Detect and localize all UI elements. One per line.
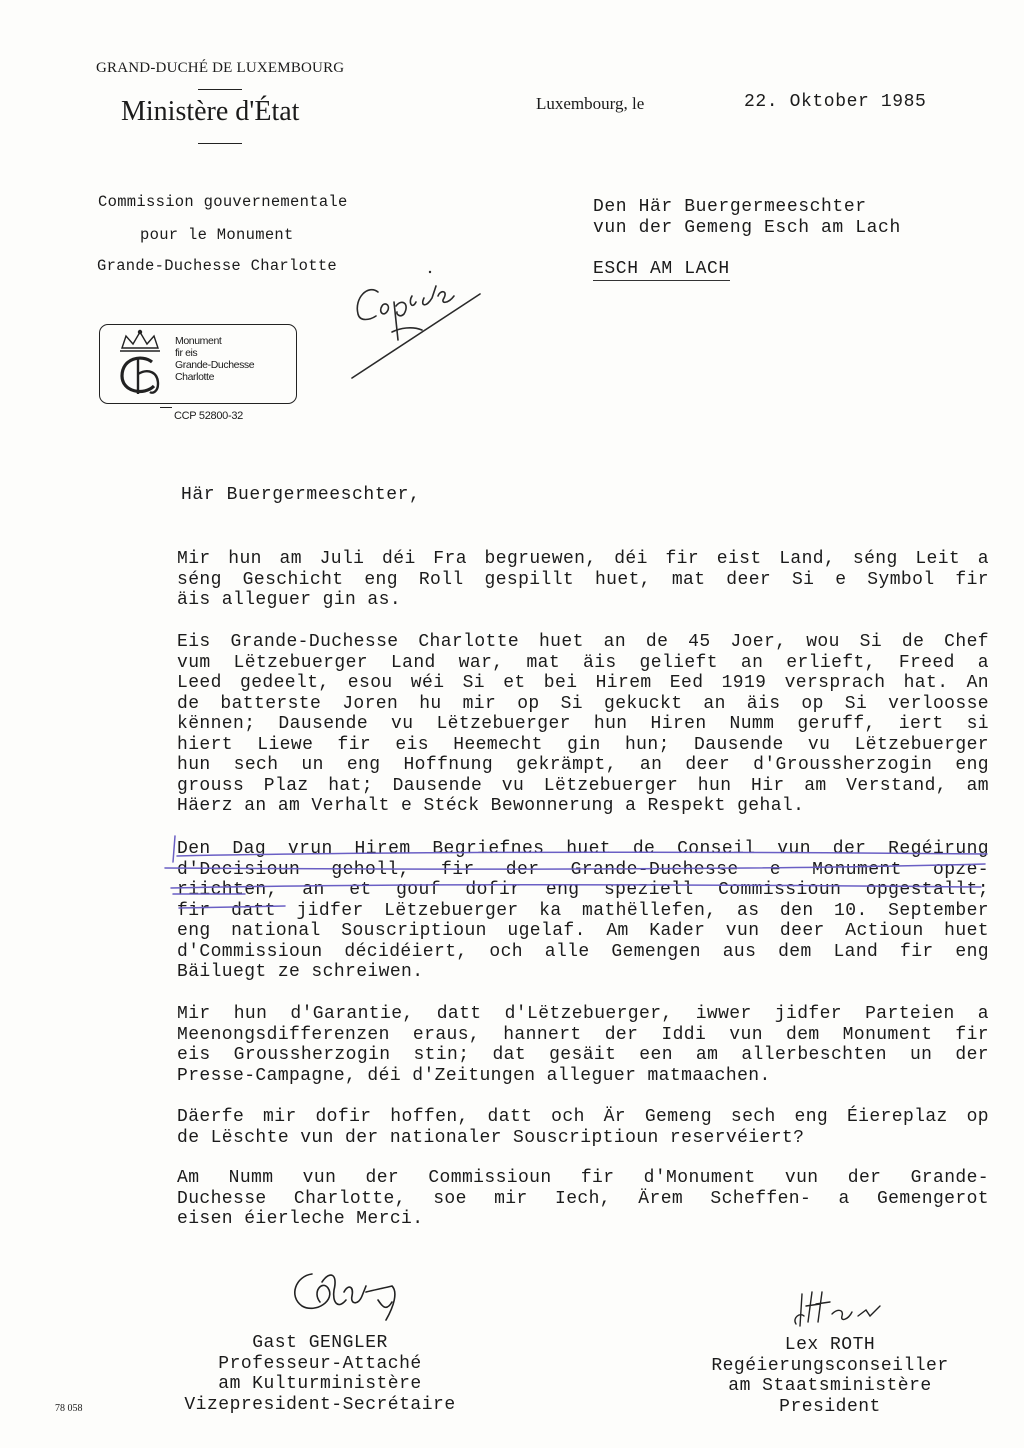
letterhead-ministry: Ministère d'État <box>121 96 300 127</box>
paragraph-line: eisen éierleche Merci. <box>177 1209 424 1229</box>
signatory-left-role-3: Vizepresident-Secrétaire <box>184 1394 456 1415</box>
paragraph-line: d'Decisioun geholl, fir der Grande-Duchesse e Monument opze- <box>177 859 989 880</box>
paragraph-line: riichten, an et gouf dofir eng speziell Commissioun opgestallt; <box>177 880 989 900</box>
signatory-right <box>680 1335 980 1417</box>
paragraph-line: äis alleguer gin as. <box>177 590 402 610</box>
stamp-line-1: Monument <box>175 335 222 347</box>
stamp-line-4: Charlotte <box>175 371 215 383</box>
stamp-ccp-rule <box>160 407 172 408</box>
sender-line-2: pour le Monument <box>140 226 294 244</box>
paragraph-line: Eis Grande-Duchesse Charlotte huet an de 45 Joer, wou Si de Chef <box>177 632 989 652</box>
paragraph-line: Mir hun am Juli déi Fra begruewen, déi fir eist Land, séng Leit a <box>177 549 989 569</box>
paragraph-line: eng national Souscriptioun ugelaf. Am Kader vun deer Actioun huet <box>177 921 989 941</box>
place-label: Luxembourg, le <box>536 94 645 113</box>
signatory-left-role-1: Professeur-Attaché <box>218 1353 422 1374</box>
paragraph-line: Den Dag vrun Hirem Begriefnes huet de Conseil vun der Regéirung <box>177 839 989 859</box>
signature-roth <box>786 1288 896 1330</box>
paragraph-line: hiert Liewe fir eis Heemecht gin hun; Dausende vu Lëtzebuerger <box>177 734 989 755</box>
paragraph-line: fir datt jidfer Lëtzebuerger ka mathëllefen, as den 10. September <box>177 900 989 921</box>
paragraph-line: Leed gedeelt, esou wéi Si et bei Hirem Eed 1919 versprach hat. An <box>177 673 989 693</box>
paragraph-line: hun sech un eng Hoffnung gekrämpt, an deer d'Groussherzogin eng <box>177 755 989 775</box>
recipient-line-2: vun der Gemeng Esch am Lach <box>593 218 901 238</box>
signatory-left <box>150 1333 490 1415</box>
letterhead-rule-top <box>198 89 242 90</box>
paragraph-line: Meenongsdifferenzen eraus, hannert der Iddi vun dem Monument fir <box>177 1024 989 1045</box>
letter-date: 22. Oktober 1985 <box>744 92 927 112</box>
body-paragraph-6 <box>177 1168 989 1230</box>
recipient-line-1: Den Här Buergermeeschter <box>593 197 867 217</box>
stamp-ccp: CCP 52800-32 <box>174 410 243 422</box>
signatory-left-role-2: am Kulturministère <box>218 1374 422 1394</box>
signatory-right-role-1: Regéierungsconseiller <box>711 1355 949 1376</box>
signatory-right-role-2: am Staatsministère <box>728 1376 932 1396</box>
paragraph-line: de batterste Joren hu mir op Si gekuckt an äis op Si verloosse <box>177 693 989 714</box>
handwritten-copie-note <box>340 262 500 382</box>
letterhead-rule-bottom <box>198 143 242 144</box>
salutation: Här Buergermeeschter, <box>181 485 421 505</box>
paragraph-line: Presse-Campagne, déi d'Zeitungen alleguer matmaachen. <box>177 1065 771 1086</box>
body-paragraph-2 <box>177 632 989 817</box>
paragraph-line: séng Geschicht eng Roll gespillt huet, mat deer Si e Symbol fir <box>177 569 989 590</box>
paragraph-line: Am Numm vun der Commissioun fir d'Monument vun der Grande- <box>177 1168 989 1188</box>
body-paragraph-5 <box>177 1107 989 1148</box>
signature-gengler <box>282 1262 412 1332</box>
signatory-left-name: Gast GENGLER <box>252 1333 388 1353</box>
recipient-city: ESCH AM LACH <box>593 259 730 279</box>
footer-code: 78 058 <box>55 1403 83 1414</box>
sender-line-1: Commission gouvernementale <box>98 193 348 211</box>
sender-line-3: Grande-Duchesse Charlotte <box>97 257 338 275</box>
monument-stamp-text <box>175 335 254 383</box>
paragraph-line: kënnen; Dausende vu Lëtzebuerger hun Hiren Numm geruff, iert si <box>177 714 989 734</box>
paragraph-line: eis Groussherzogin stin; dat gesäit een am allerbeschten un der <box>177 1045 989 1065</box>
signatory-right-role-3: President <box>779 1396 881 1417</box>
paragraph-line: de Lëschte vun der nationaler Souscriptioun reservéiert? <box>177 1127 805 1148</box>
signatory-right-name: Lex ROTH <box>784 1335 876 1355</box>
paragraph-line: Mir hun d'Garantie, datt d'Lëtzebuerger, iwwer jidfer Parteien a <box>177 1004 989 1024</box>
paragraph-line: grouss Plaz hat; Dausende vu Lëtzebuerger hun Hir am Verstand, am <box>177 775 989 796</box>
body-paragraph-4 <box>177 1004 989 1086</box>
paragraph-line: Häerz an am Verhalt e Stéck Bewonnerung a Respekt gehal. <box>177 796 805 816</box>
crown-monogram-icon <box>108 328 172 400</box>
paragraph-line: Bäiluegt ze schreiwen. <box>177 962 424 982</box>
body-paragraph-1 <box>177 549 989 611</box>
paragraph-line: vum Lëtzebuerger Land war, mat äis gelieft an erlieft, Freed a <box>177 652 989 673</box>
stamp-line-2: fir eis <box>175 347 198 359</box>
paragraph-line: Duchesse Charlotte, soe mir Iech, Ärem Scheffen- a Gemengerot <box>177 1188 989 1209</box>
purple-underline-annotation <box>155 832 995 912</box>
paragraph-line: d'Commissioun décidéiert, och alle Gemengen aus dem Land fir eng <box>177 941 989 962</box>
letterhead-country: GRAND-DUCHÉ DE LUXEMBOURG <box>96 60 345 76</box>
paragraph-line: Däerfe mir dofir hoffen, datt och Är Gemeng sech eng Éiereplaz op <box>177 1107 989 1127</box>
stamp-line-3: Grande-Duchesse <box>175 359 255 371</box>
